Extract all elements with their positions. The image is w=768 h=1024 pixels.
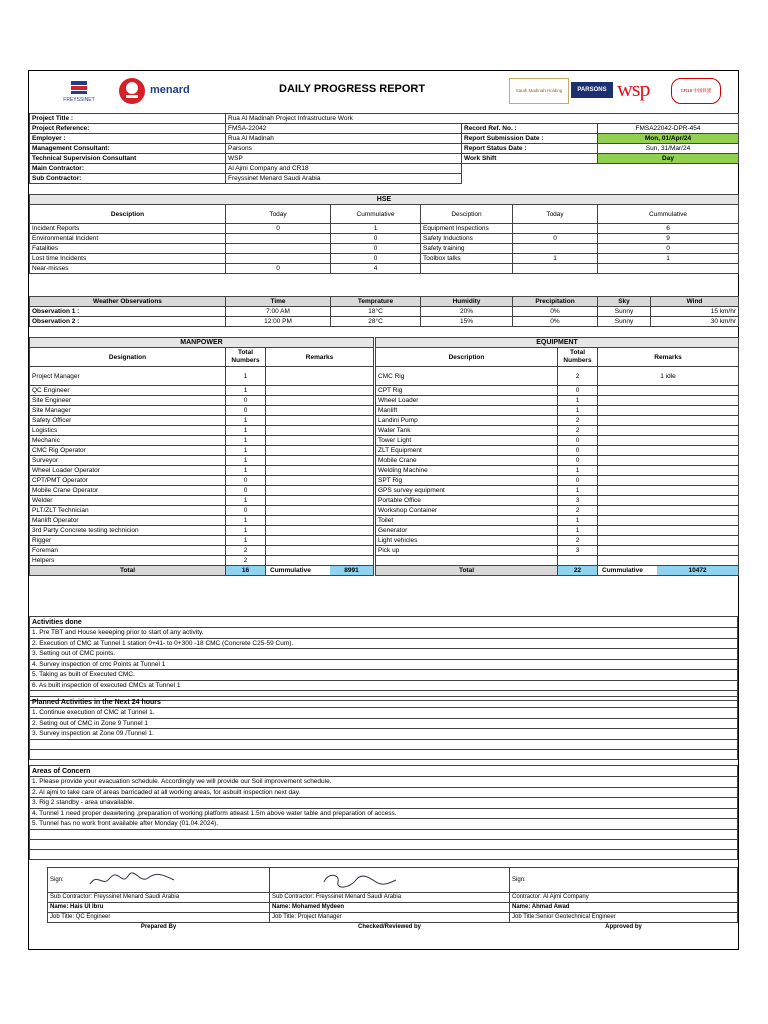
manpower-cell bbox=[266, 426, 374, 436]
manpower-header: Remarks bbox=[266, 348, 374, 367]
sig-role: Checked/Reviewed by bbox=[357, 924, 422, 930]
info-label: Sub Contractor: bbox=[30, 174, 226, 184]
info-value: FMSA-22042 bbox=[226, 124, 462, 134]
info-value: Rua Al Madinah Project Infrastructure Work bbox=[226, 114, 739, 124]
hse-cell: 4 bbox=[331, 264, 421, 274]
info-label: Technical Supervision Consultant bbox=[30, 154, 226, 164]
sign-label: Sign: bbox=[512, 876, 526, 883]
parsons-logo: PARSONS bbox=[571, 82, 613, 98]
manpower-cell bbox=[266, 456, 374, 466]
equipment-cell: CMC Rig bbox=[376, 367, 558, 386]
manpower-title: MANPOWER bbox=[30, 338, 374, 348]
activities-title: Activities done bbox=[30, 617, 738, 628]
equipment-cell: CPT Rig bbox=[376, 386, 558, 396]
resource-row bbox=[30, 466, 739, 476]
hse-cell bbox=[226, 254, 331, 264]
info-label: Project Reference: bbox=[30, 124, 226, 134]
weather-cell: Observation 1 : bbox=[30, 307, 226, 317]
manpower-total-label: Total bbox=[30, 566, 226, 576]
equipment-cell: Manlift bbox=[376, 406, 558, 416]
hse-cell bbox=[226, 234, 331, 244]
sig-role: Approved by bbox=[605, 924, 642, 930]
signature-scribble-2 bbox=[320, 870, 400, 890]
equipment-cell: 1 idle bbox=[598, 367, 739, 386]
manpower-cell: 1 bbox=[226, 516, 266, 526]
manpower-cell: 1 bbox=[226, 416, 266, 426]
equipment-cell: 2 bbox=[558, 506, 598, 516]
equipment-cell: 0 bbox=[558, 476, 598, 486]
wsp-logo: wsp bbox=[617, 76, 650, 101]
equipment-cell: 1 bbox=[558, 516, 598, 526]
sig-name: Name: Mohamed Mydeen bbox=[270, 903, 510, 913]
equipment-cell: ZLT Equipment bbox=[376, 446, 558, 456]
equipment-cell bbox=[598, 466, 739, 476]
weather-header: Sky bbox=[598, 297, 651, 307]
manpower-header: Total Numbers bbox=[226, 348, 266, 367]
hse-cell: 1 bbox=[513, 254, 598, 264]
resource-row bbox=[30, 486, 739, 496]
manpower-cell: 2 bbox=[226, 556, 266, 566]
weather-header: Time bbox=[226, 297, 331, 307]
hse-cell bbox=[513, 264, 598, 274]
resource-row bbox=[30, 396, 739, 406]
weather-cell: Sunny bbox=[598, 307, 651, 317]
manpower-cell: 1 bbox=[226, 496, 266, 506]
resource-row bbox=[30, 446, 739, 456]
manpower-cell: Helpers bbox=[30, 556, 226, 566]
info-right-label: Record Ref. No. : bbox=[462, 124, 598, 134]
manpower-cell: 2 bbox=[226, 546, 266, 556]
manpower-cell bbox=[266, 556, 374, 566]
activity-item: 2. Execution of CMC at Tunnel 1 station 0+41- to 0+300 -18 CMC (Concrete C25-59 Cum). bbox=[30, 638, 738, 649]
info-right-label: Report Submission Date : bbox=[462, 134, 598, 144]
hse-cell: 9 bbox=[598, 234, 739, 244]
equipment-cell bbox=[598, 506, 739, 516]
sig-name: Name: Ahmad Awad bbox=[510, 903, 738, 913]
signature-prepared bbox=[48, 868, 270, 893]
menard-text: menard bbox=[150, 84, 190, 96]
hse-cell: 6 bbox=[598, 224, 739, 234]
weather-row bbox=[30, 307, 739, 317]
signature-checked bbox=[270, 868, 510, 893]
weather-cell: Observation 2 : bbox=[30, 317, 226, 327]
equipment-cell bbox=[598, 556, 739, 566]
equipment-cell bbox=[598, 536, 739, 546]
manpower-cell: 1 bbox=[226, 466, 266, 476]
menard-logo bbox=[117, 76, 217, 108]
hse-cell: 0 bbox=[331, 254, 421, 264]
concern-item: 3. Rig 2 standby - area unavailable. bbox=[30, 798, 738, 809]
manpower-cell bbox=[266, 546, 374, 556]
resource-row bbox=[30, 476, 739, 486]
equipment-header: Total Numbers bbox=[558, 348, 598, 367]
hse-cell: 0 bbox=[598, 244, 739, 254]
manpower-cell: Site Engineer bbox=[30, 396, 226, 406]
manpower-cell bbox=[266, 536, 374, 546]
weather-cell: 7:00 AM bbox=[226, 307, 331, 317]
equipment-cell: Landini Pump bbox=[376, 416, 558, 426]
hse-cell bbox=[513, 244, 598, 254]
report-title: DAILY PROGRESS REPORT bbox=[279, 83, 426, 95]
manpower-cell: Logistics bbox=[30, 426, 226, 436]
hse-header: Today bbox=[513, 205, 598, 224]
freyssinet-text: FREYSSINET bbox=[63, 97, 95, 103]
hse-cell bbox=[513, 224, 598, 234]
hse-cell bbox=[226, 244, 331, 254]
manpower-cumm-label: Cummulative bbox=[270, 567, 311, 574]
sig-company: Sub Contractor: Freyssinet Menard Saudi Arabia bbox=[48, 893, 270, 903]
hse-cell: Incident Reports bbox=[30, 224, 226, 234]
signature-approved bbox=[510, 868, 738, 893]
weather-header: Weather Observations bbox=[30, 297, 226, 307]
hse-header: Cummulative bbox=[598, 205, 739, 224]
hse-cell: Lost time Incidents bbox=[30, 254, 226, 264]
manpower-cell bbox=[266, 526, 374, 536]
manpower-cell: 1 bbox=[226, 426, 266, 436]
equipment-cell: 2 bbox=[558, 536, 598, 546]
weather-table bbox=[29, 296, 739, 327]
manpower-cell: 1 bbox=[226, 386, 266, 396]
activity-item: 1. Pre TBT and House keeeping prior to start of any activity. bbox=[30, 628, 738, 639]
manpower-cell bbox=[266, 506, 374, 516]
resource-row bbox=[30, 506, 739, 516]
info-value: WSP bbox=[226, 154, 462, 164]
equipment-cell: 0 bbox=[558, 456, 598, 466]
resource-row bbox=[30, 416, 739, 426]
signature-table bbox=[47, 867, 738, 932]
equipment-cell bbox=[598, 416, 739, 426]
manpower-header: Designation bbox=[30, 348, 226, 367]
manpower-cell: 0 bbox=[226, 476, 266, 486]
hse-cell: Equipment Inspections bbox=[421, 224, 513, 234]
equipment-cell: Wheel Loader bbox=[376, 396, 558, 406]
planned-table bbox=[29, 696, 738, 760]
manpower-cell: 1 bbox=[226, 526, 266, 536]
equipment-cell: Portable Office bbox=[376, 496, 558, 506]
hse-cell: Near-misses bbox=[30, 264, 226, 274]
manpower-cell bbox=[266, 496, 374, 506]
manpower-cell: PLT/ZLT Technician bbox=[30, 506, 226, 516]
manpower-cell bbox=[266, 466, 374, 476]
manpower-cell: Mobile Crane Operator bbox=[30, 486, 226, 496]
concern-table bbox=[29, 765, 738, 860]
equipment-cell: Light vehicles bbox=[376, 536, 558, 546]
signature-scribble-1 bbox=[88, 870, 178, 890]
info-value: Rua Al Madinah bbox=[226, 134, 462, 144]
manpower-cell: 1 bbox=[226, 456, 266, 466]
hse-cell: Environmental Incident bbox=[30, 234, 226, 244]
manpower-cell: CPT/PMT Operator bbox=[30, 476, 226, 486]
equipment-cell bbox=[598, 446, 739, 456]
manpower-cell: 1 bbox=[226, 446, 266, 456]
equipment-cell: 0 bbox=[558, 386, 598, 396]
equipment-cell bbox=[598, 526, 739, 536]
equipment-cell bbox=[598, 476, 739, 486]
equipment-cell: GPS survey equipment bbox=[376, 486, 558, 496]
activity-item: 3. Setting out of CMC points. bbox=[30, 649, 738, 660]
concern-item: 1. Please provide your evacuation schedule. Accordingly we will provide our Soil improvement schedule. bbox=[30, 777, 738, 788]
resource-row bbox=[30, 526, 739, 536]
equipment-cumm: 10472 bbox=[657, 566, 738, 575]
weather-cell: 28°C bbox=[331, 317, 421, 327]
resource-row bbox=[30, 367, 739, 386]
sig-job: Job Title:Senior Geotechnical Engineer bbox=[510, 913, 738, 923]
equipment-header: Remarks bbox=[598, 348, 739, 367]
info-label: Employer : bbox=[30, 134, 226, 144]
equipment-cell: 2 bbox=[558, 416, 598, 426]
manpower-cell bbox=[266, 367, 374, 386]
hse-cell: Fatalities bbox=[30, 244, 226, 254]
equipment-cell: 1 bbox=[558, 486, 598, 496]
equipment-cell: SPT Rig bbox=[376, 476, 558, 486]
sig-name: Name: Hais Ul Ibru bbox=[48, 903, 270, 913]
hse-header: Desciption bbox=[421, 205, 513, 224]
equipment-cell bbox=[598, 546, 739, 556]
project-info-table bbox=[29, 113, 739, 184]
record-ref-value: FMSA22042-DPR-454 bbox=[598, 124, 739, 134]
manpower-cell: Project Manager bbox=[30, 367, 226, 386]
hse-cell bbox=[421, 264, 513, 274]
manpower-cell bbox=[266, 516, 374, 526]
weather-header: Precipitation bbox=[513, 297, 598, 307]
hse-row bbox=[30, 224, 739, 234]
activity-item: 6. As built inspection of executed CMCs at Tunnel 1 bbox=[30, 680, 738, 691]
equipment-cell: 2 bbox=[558, 426, 598, 436]
weather-cell: Sunny bbox=[598, 317, 651, 327]
sig-job: Job Title: QC Engineer bbox=[48, 913, 270, 923]
resources-table bbox=[29, 337, 739, 576]
info-label: Management Consultant: bbox=[30, 144, 226, 154]
equipment-cell: Welding Machine bbox=[376, 466, 558, 476]
equipment-cell bbox=[598, 436, 739, 446]
manpower-cell: 1 bbox=[226, 436, 266, 446]
resource-row bbox=[30, 496, 739, 506]
activity-item: 5. Taking as built of Executed CMC. bbox=[30, 670, 738, 681]
equipment-cell: Water Tank bbox=[376, 426, 558, 436]
manpower-cell bbox=[266, 486, 374, 496]
saudi-madinah-logo: Saudi Madinah Holding bbox=[509, 78, 569, 104]
manpower-cell: 3rd Party Concrete testing technicion bbox=[30, 526, 226, 536]
manpower-cell: Rigger bbox=[30, 536, 226, 546]
manpower-cell bbox=[266, 396, 374, 406]
hse-cell: Safety training bbox=[421, 244, 513, 254]
equipment-cell bbox=[598, 486, 739, 496]
concern-item: 2. Al ajmi to take care of areas barricaded at all working areas, for asbuilt inspection next day. bbox=[30, 787, 738, 798]
manpower-cell: 0 bbox=[226, 396, 266, 406]
equipment-cell bbox=[598, 516, 739, 526]
manpower-cell bbox=[266, 446, 374, 456]
planned-title: Planned Activities in the Next 24 hours bbox=[30, 697, 738, 708]
manpower-total: 16 bbox=[226, 566, 266, 576]
info-label: Project Title : bbox=[30, 114, 226, 124]
concern-item: 4. Tunnel 1 need proper deawtering ,preparation of working platform atleast 1.5m above water table and preparation of access. bbox=[30, 808, 738, 819]
weather-header: Temprature bbox=[331, 297, 421, 307]
hse-cell: 0 bbox=[331, 234, 421, 244]
hse-cell: Toolbox talks bbox=[421, 254, 513, 264]
manpower-cell: 0 bbox=[226, 406, 266, 416]
manpower-cell: Manlift Operator bbox=[30, 516, 226, 526]
equipment-cell bbox=[558, 556, 598, 566]
equipment-cell bbox=[598, 386, 739, 396]
hse-cell: 0 bbox=[226, 264, 331, 274]
equipment-cell: Generator bbox=[376, 526, 558, 536]
sign-label: Sign: bbox=[50, 876, 64, 883]
equipment-cell: 0 bbox=[558, 446, 598, 456]
report-sheet bbox=[28, 70, 739, 950]
report-header bbox=[29, 71, 738, 114]
planned-item: 3. Survey inspection at Zone 09 /Tunnel 1. bbox=[30, 729, 738, 740]
hse-row bbox=[30, 234, 739, 244]
equipment-cell bbox=[376, 556, 558, 566]
equipment-cell: Pick up bbox=[376, 546, 558, 556]
hse-header: Desciption bbox=[30, 205, 226, 224]
sig-role: Prepared By bbox=[140, 924, 177, 930]
equipment-cell bbox=[598, 456, 739, 466]
freyssinet-logo bbox=[59, 79, 99, 105]
hse-cell: Safety Inductions bbox=[421, 234, 513, 244]
manpower-cell: 1 bbox=[226, 367, 266, 386]
equipment-cell: 1 bbox=[558, 466, 598, 476]
sig-company: Contractor: Al Ajmi Company bbox=[510, 893, 738, 903]
activity-item: 4. Survey inspection of cmc Points at Tunnel 1 bbox=[30, 659, 738, 670]
manpower-cumm: 8991 bbox=[330, 566, 373, 575]
equipment-header: Description bbox=[376, 348, 558, 367]
manpower-cell: Foreman bbox=[30, 546, 226, 556]
hse-cell: 1 bbox=[598, 254, 739, 264]
equipment-cell: 1 bbox=[558, 406, 598, 416]
weather-cell: 0% bbox=[513, 307, 598, 317]
hse-header: Today bbox=[226, 205, 331, 224]
equipment-cell: 1 bbox=[558, 526, 598, 536]
equipment-cell: 3 bbox=[558, 496, 598, 506]
hse-cell: 0 bbox=[513, 234, 598, 244]
cr18-logo: CR18 中国铁建 bbox=[671, 78, 721, 104]
manpower-cell: 0 bbox=[226, 486, 266, 496]
resource-row bbox=[30, 426, 739, 436]
info-value: Freyssinet Menard Saudi Arabia bbox=[226, 174, 462, 184]
manpower-cell bbox=[266, 436, 374, 446]
info-right-label: Report Status Date : bbox=[462, 144, 598, 154]
info-right-label: Work Shift bbox=[462, 154, 598, 164]
sig-job: Job Title: Project Manager bbox=[270, 913, 510, 923]
hse-cell: 0 bbox=[226, 224, 331, 234]
resource-row bbox=[30, 556, 739, 566]
hse-table bbox=[29, 194, 739, 274]
equipment-cell: 0 bbox=[558, 436, 598, 446]
hse-header: Cummulative bbox=[331, 205, 421, 224]
weather-header: Wind bbox=[651, 297, 739, 307]
partner-logos bbox=[509, 76, 739, 106]
equipment-total-label: Total bbox=[376, 566, 558, 576]
resource-row bbox=[30, 456, 739, 466]
concern-item: 5. Tunnel has no work front available after Monday (01.04.2024). bbox=[30, 819, 738, 830]
weather-cell: 15 km/hr bbox=[651, 307, 739, 317]
weather-row bbox=[30, 317, 739, 327]
resource-row bbox=[30, 386, 739, 396]
sig-company: Sub Contractor: Freyssinet Menard Saudi Arabia bbox=[270, 893, 510, 903]
manpower-cell: Safety Officer bbox=[30, 416, 226, 426]
equipment-cell: Workshop Container bbox=[376, 506, 558, 516]
weather-cell: 15% bbox=[421, 317, 513, 327]
hse-row bbox=[30, 264, 739, 274]
manpower-cell bbox=[266, 406, 374, 416]
manpower-cell: 0 bbox=[226, 506, 266, 516]
equipment-cell bbox=[598, 406, 739, 416]
equipment-cell bbox=[598, 496, 739, 506]
weather-cell: 18°C bbox=[331, 307, 421, 317]
activities-table bbox=[29, 616, 738, 701]
hse-cell bbox=[598, 264, 739, 274]
equipment-cell: 2 bbox=[558, 367, 598, 386]
manpower-cell bbox=[266, 386, 374, 396]
info-value: Al Ajmi Company and CR18 bbox=[226, 164, 462, 174]
status-date-value: Sun, 31/Mar/24 bbox=[598, 144, 739, 154]
equipment-cell: Tower Light bbox=[376, 436, 558, 446]
concern-title: Areas of Concern bbox=[30, 766, 738, 777]
manpower-cell: Surveyor bbox=[30, 456, 226, 466]
manpower-cell: QC Engineer bbox=[30, 386, 226, 396]
hse-row bbox=[30, 244, 739, 254]
info-value: Parsons bbox=[226, 144, 462, 154]
hse-cell: 1 bbox=[331, 224, 421, 234]
hse-row bbox=[30, 254, 739, 264]
weather-cell: 0% bbox=[513, 317, 598, 327]
manpower-cell: Mechanic bbox=[30, 436, 226, 446]
equipment-cell bbox=[598, 396, 739, 406]
weather-cell: 30 km/hr bbox=[651, 317, 739, 327]
manpower-cell bbox=[266, 416, 374, 426]
resource-row bbox=[30, 536, 739, 546]
manpower-cell: Site Manager bbox=[30, 406, 226, 416]
hse-cell: 0 bbox=[331, 244, 421, 254]
manpower-cell: Wheel Loader Operator bbox=[30, 466, 226, 476]
submission-date-value: Mon, 01/Apr/24 bbox=[598, 134, 739, 144]
resource-row bbox=[30, 546, 739, 556]
manpower-cell bbox=[266, 476, 374, 486]
weather-header: Humidity bbox=[421, 297, 513, 307]
equipment-title: EQUIPMENT bbox=[376, 338, 739, 348]
work-shift-value: Day bbox=[598, 154, 739, 164]
hse-title: HSE bbox=[30, 195, 739, 205]
equipment-cell: Toilet bbox=[376, 516, 558, 526]
planned-item: 2. Seting out of CMC in Zone 9 Tunnel 1 bbox=[30, 718, 738, 729]
manpower-cell: Welder bbox=[30, 496, 226, 506]
resources-body bbox=[30, 367, 739, 566]
manpower-cell: 1 bbox=[226, 536, 266, 546]
resource-row bbox=[30, 516, 739, 526]
equipment-cumm-label: Cummulative bbox=[602, 567, 643, 574]
resource-row bbox=[30, 406, 739, 416]
planned-item: 1. Continue execution of CMC at Tunnel 1. bbox=[30, 708, 738, 719]
equipment-cell bbox=[598, 426, 739, 436]
equipment-cell: 3 bbox=[558, 546, 598, 556]
info-label: Main Contractor: bbox=[30, 164, 226, 174]
weather-cell: 12:00 PM bbox=[226, 317, 331, 327]
equipment-total: 22 bbox=[558, 566, 598, 576]
weather-cell: 20% bbox=[421, 307, 513, 317]
equipment-cell: Mobile Crane bbox=[376, 456, 558, 466]
equipment-cell: 1 bbox=[558, 396, 598, 406]
manpower-cell: CMC Rig Operator bbox=[30, 446, 226, 456]
resource-row bbox=[30, 436, 739, 446]
